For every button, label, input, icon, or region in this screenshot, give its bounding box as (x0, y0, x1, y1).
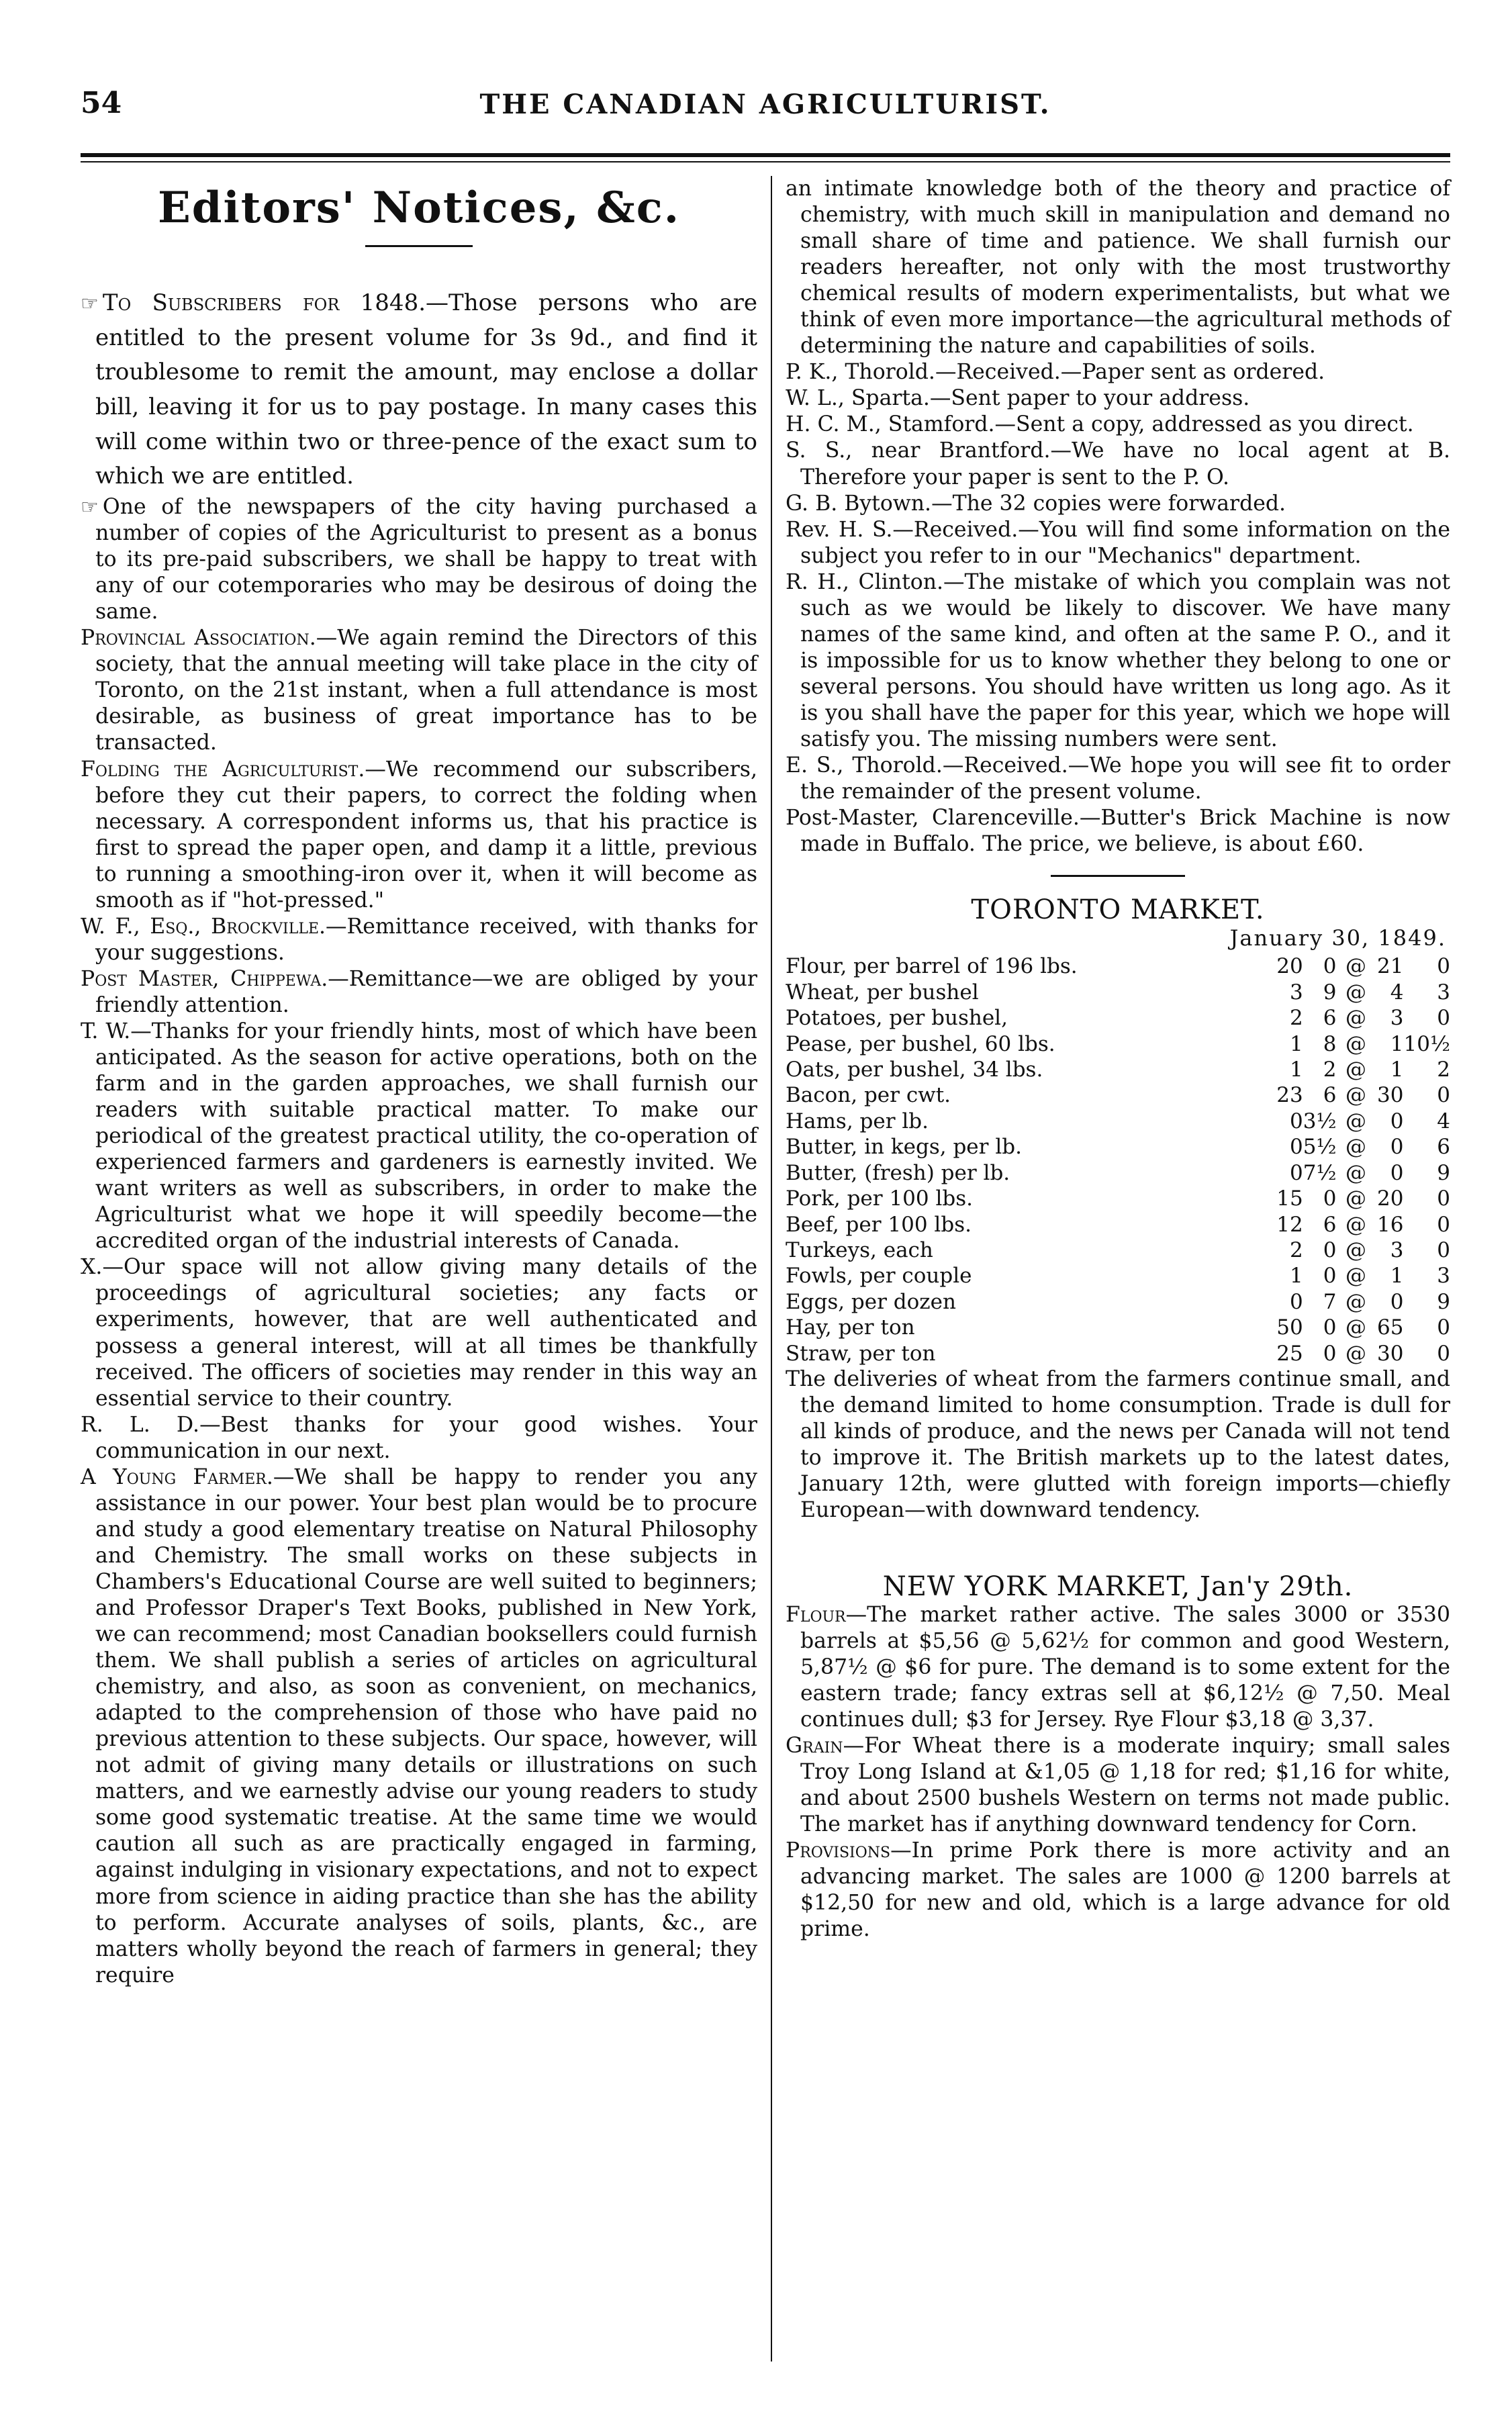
market-item: Pease, per bushel, 60 lbs. (786, 1031, 1055, 1056)
price-low-shillings: 0 (1289, 1289, 1303, 1314)
price-high-shillings: 16 (1377, 1212, 1404, 1237)
price-low-pence: 9 (1323, 980, 1337, 1004)
correspondent-notice (786, 385, 1450, 412)
header-rule-thin (81, 161, 1450, 162)
market-item: Hams, per lb. (786, 1109, 929, 1133)
price-separator: @ (1345, 1315, 1366, 1340)
price-low-shillings: 15 (1276, 1186, 1303, 1211)
new-york-market-body (786, 1602, 1450, 1943)
notice-heading: W. L., Sparta. (786, 386, 930, 411)
editor-notice (81, 625, 757, 756)
pointing-hand-icon: ☞ (81, 292, 99, 316)
market-item: Eggs, per dozen (786, 1289, 956, 1314)
notice-body: —Sent paper to your address. (929, 386, 1250, 411)
new-york-market-paragraph (786, 1838, 1450, 1943)
price-high-pence: 2 (1437, 1057, 1450, 1082)
left-notices (81, 286, 757, 1989)
notice-body: —Received.—You will find some information on the subject you refer to in our "Mechanics" department. (800, 517, 1450, 568)
left-column (81, 176, 757, 1989)
market-row (786, 1134, 1450, 1160)
price-separator: @ (1345, 1057, 1366, 1082)
notice-heading: Post-Master, Clarenceville. (786, 806, 1080, 831)
market-row (786, 1082, 1450, 1108)
notice-body: —Remittance received, with thanks for your suggestions. (95, 914, 758, 965)
price-low-shillings: 1 (1289, 1057, 1303, 1082)
notice-body: —The mistake of which you complain was not such as we would be likely to discover. We have many names of the same kind, and often at the same P. O., and it is impossible for us to know whether they belong to one or several persons. You should have written us long ago. As it is you shall have the paper for this year, which we hope will satisfy you. The missing numbers were sent. (800, 569, 1450, 751)
notice-body: —Received.—We hope you will see fit to order the remainder of the present volume. (800, 753, 1450, 804)
page-header (81, 86, 1450, 140)
notice-heading: Post Master, Chippewa. (81, 966, 328, 991)
notice-body: —Our space will not allow giving many details of the proceedings of agricultural societies; any facts or experiments, however, that are well authenticated and possess a general interest, will at all times be thankfully received. The officers of societies may render in this way an essential service to their country. (95, 1255, 757, 1411)
price-high-pence: 0 (1437, 1315, 1450, 1340)
editor-notice (81, 494, 757, 625)
market-row (786, 953, 1450, 979)
correspondent-notice (786, 359, 1450, 385)
price-high-shillings: 30 (1377, 1341, 1404, 1366)
price-high-shillings: 1 (1390, 1031, 1404, 1056)
price-high-pence: 4 (1437, 1109, 1450, 1133)
price-high-pence: 0 (1437, 1006, 1450, 1031)
notice-heading: W. F., Esq., Brockville. (81, 914, 326, 939)
market-row (786, 1212, 1450, 1237)
notice-heading: T. W. (81, 1019, 131, 1043)
editor-notice (81, 966, 757, 1019)
notice-body: —Those persons who are entitled to the present volume for 3s 9d., and find it troublesome to remit the amount, may enclose a dollar bill, leaving it for us to pay postage. In many cases this will come within two or three-pence of the exact sum to which we are entitled. (95, 289, 757, 490)
market-heading: Provisions (786, 1838, 891, 1863)
editors-notices-title: Editors' Notices, &c. (157, 183, 681, 233)
market-row (786, 1289, 1450, 1315)
market-body: —In prime Pork there is more activity and an advancing market. The sales are 1000 @ 1200 barrels at $12,50 for new and old, which is a large advance for old prime. (800, 1838, 1450, 1942)
notice-body: —The 32 copies were forwarded. (931, 491, 1286, 516)
price-high-shillings: 20 (1377, 1186, 1404, 1211)
price-separator: @ (1345, 1109, 1366, 1133)
market-item: Beef, per 100 lbs. (786, 1212, 972, 1237)
editor-notice (81, 1019, 757, 1254)
price-high-shillings: 0 (1390, 1109, 1404, 1133)
market-item: Turkeys, each (786, 1238, 933, 1263)
price-low-pence: 0 (1323, 1264, 1337, 1289)
running-head: THE CANADIAN AGRICULTURIST. (479, 89, 1051, 120)
market-row (786, 1263, 1450, 1289)
price-high-shillings: 1 (1390, 1264, 1404, 1289)
notice-heading: H. C. M., Stamford. (786, 412, 995, 437)
notice-body: —We shall be happy to render you any assistance in our power. Your best plan would be to procure and study a good elementary treatise on Natural Philosophy and Chemistry. The small works on these subjects in Chambers's Educational Course are well suited to beginners; and Professor Draper's Text Books, published in New York, we can recommend; most Canadian booksellers could furnish them. We shall publish a series of articles on agricultural chemistry, and also, as soon as convenient, on mechanics, adapted to the comprehension of those who have paid no previous attention to these subjects. Our space, however, will not admit of giving many details or illustrations on such matters, and we earnestly advise our young readers to study some good systematic treatise. At the same time we would caution all such as are practically engaged in farming, against indulging in visionary expectations, and not to expect more from science in aiding practice than she has the ability to perform. Accurate analyses of soils, plants, &c., are matters wholly beyond the reach of farmers in general; they require (95, 1464, 757, 1988)
price-high-pence: 6 (1437, 1135, 1450, 1160)
right-column (786, 176, 1450, 1943)
price-separator: @ (1345, 1186, 1366, 1211)
price-high-pence: 9 (1437, 1160, 1450, 1185)
price-low-pence: 6 (1323, 1212, 1337, 1237)
market-body: —The market rather active. The sales 3000 or 3530 barrels at $5,56 @ 5,62½ for common and good Western, 5,87½ @ $6 for pure. The demand is to some extent for the eastern trade; fancy extras sell at $6,12½ @ 7,50. Meal continues dull; $3 for Jersey. Rye Flour $3,18 @ 3,37. (800, 1602, 1450, 1732)
price-high-pence: 0 (1437, 1186, 1450, 1211)
price-low-shillings: 0 (1289, 1109, 1303, 1133)
market-row (786, 1109, 1450, 1134)
notice-heading: Folding the Agriculturist. (81, 757, 365, 782)
price-high-pence: 0 (1437, 954, 1450, 979)
notice-heading: P. K., Thorold. (786, 360, 935, 385)
notice-heading: S. S., near Brantford. (786, 438, 1051, 463)
toronto-market-title: TORONTO MARKET. (971, 894, 1265, 926)
notice-body: —Butter's Brick Machine is now made in Buffalo. The price, we believe, is about £60. (800, 806, 1451, 857)
market-item: Oats, per bushel, 34 lbs. (786, 1057, 1043, 1082)
price-high-shillings: 3 (1390, 1006, 1404, 1031)
market-row (786, 1160, 1450, 1186)
pointing-hand-icon: ☞ (81, 496, 99, 520)
market-heading: Flour (786, 1602, 846, 1627)
correspondent-notice (786, 569, 1450, 753)
continuation-text: an intimate knowledge both of the theory and practice of chemistry, with much skill in manipulation and demand no small share of time and patience. We shall furnish our readers hereafter, not only with the most trustworthy chemical results of modern experimentalists, but what we think of even more importance—the agricultural methods of determining the nature and capabilities of soils. (786, 177, 1450, 359)
price-high-pence: 9 (1437, 1289, 1450, 1314)
price-low-shillings: 12 (1276, 1212, 1303, 1237)
price-separator: @ (1345, 980, 1366, 1004)
market-body: —For Wheat there is a moderate inquiry; small sales Troy Long Island at &1,05 @ 1,18 for red; $1,16 for white, and about 2500 bushels Western on terms not made public. The market has if anything downward tendency for Corn. (800, 1733, 1450, 1836)
market-row (786, 1315, 1450, 1340)
market-item: Flour, per barrel of 196 lbs. (786, 954, 1078, 979)
price-low-pence: 7½ (1303, 1160, 1337, 1185)
price-low-shillings: 20 (1276, 954, 1303, 979)
price-high-pence: 0 (1437, 1238, 1450, 1263)
market-row (786, 1031, 1450, 1057)
market-heading: Grain (786, 1733, 843, 1758)
market-row (786, 1186, 1450, 1211)
price-separator: @ (1345, 954, 1366, 979)
correspondent-notice (786, 753, 1450, 805)
price-low-pence: 0 (1323, 1341, 1337, 1366)
notice-heading: G. B. Bytown. (786, 491, 932, 516)
header-rule-thick (81, 153, 1450, 157)
price-low-pence: 0 (1323, 954, 1337, 979)
market-row (786, 1057, 1450, 1082)
price-low-pence: 0 (1323, 1238, 1337, 1263)
page-number: 54 (81, 86, 122, 120)
market-row (786, 1237, 1450, 1263)
price-separator: @ (1345, 1135, 1366, 1160)
price-high-shillings: 21 (1377, 954, 1404, 979)
correspondent-notice (786, 438, 1450, 490)
price-low-pence: 6 (1323, 1083, 1337, 1108)
notice-heading: R. H., Clinton. (786, 569, 944, 594)
notice-heading: X. (81, 1255, 103, 1280)
price-low-pence: 0 (1323, 1315, 1337, 1340)
price-high-shillings: 65 (1377, 1315, 1404, 1340)
toronto-market-date: January 30, 1849. (1229, 925, 1446, 951)
notice-heading: To Subscribers for 1848. (102, 289, 426, 316)
new-york-market-title: NEW YORK MARKET, Jan'y 29th. (882, 1571, 1354, 1602)
toronto-market-commentary: The deliveries of wheat from the farmers continue small, and the demand limited to home consumption. Trade is dull for all kinds of produce, and the news per Canada will not tend to improve it. The British markets up to the latest dates, January 12th, were glutted with foreign imports—chiefly European—with downward tendency. (786, 1367, 1450, 1523)
price-high-shillings: 1 (1390, 1057, 1404, 1082)
notice-body: —Best thanks for your good wishes. Your communication in our next. (95, 1412, 757, 1463)
toronto-market-table (786, 953, 1450, 1366)
notice-body: —Received.—Paper sent as ordered. (935, 360, 1325, 385)
price-high-shillings: 0 (1390, 1160, 1404, 1185)
price-low-pence: 2 (1323, 1057, 1337, 1082)
title-rule (365, 245, 473, 247)
new-york-market-paragraph (786, 1733, 1450, 1838)
editor-notice (81, 1412, 757, 1464)
notice-body: —We again remind the Directors of this society, that the annual meeting will take place in the city of Toronto, on the 21st instant, when a full attendance is most desirable, as business of great importance has to be transacted. (95, 626, 758, 755)
correspondent-notice (786, 491, 1450, 517)
column-divider (771, 176, 772, 2362)
notice-heading: A Young Farmer. (81, 1464, 273, 1489)
price-high-pence: 10½ (1403, 1031, 1450, 1056)
correspondent-notice (786, 805, 1450, 857)
price-separator: @ (1345, 1160, 1366, 1185)
price-low-shillings: 0 (1289, 1135, 1303, 1160)
new-york-market-paragraph (786, 1602, 1450, 1733)
correspondent-notice (786, 517, 1450, 569)
price-high-pence: 3 (1437, 980, 1450, 1004)
price-high-shillings: 0 (1390, 1135, 1404, 1160)
price-low-shillings: 3 (1289, 980, 1303, 1004)
price-low-shillings: 23 (1276, 1083, 1303, 1108)
price-low-shillings: 2 (1289, 1006, 1303, 1031)
market-item: Wheat, per bushel (786, 980, 979, 1004)
price-separator: @ (1345, 1238, 1366, 1263)
price-low-shillings: 2 (1289, 1238, 1303, 1263)
price-separator: @ (1345, 1031, 1366, 1056)
price-low-pence: 7 (1323, 1289, 1337, 1314)
price-low-shillings: 50 (1276, 1315, 1303, 1340)
price-separator: @ (1345, 1341, 1366, 1366)
market-row (786, 980, 1450, 1005)
correspondent-notice (786, 412, 1450, 438)
price-low-pence: 8 (1323, 1031, 1337, 1056)
price-high-shillings: 0 (1390, 1289, 1404, 1314)
price-low-shillings: 1 (1289, 1264, 1303, 1289)
price-low-pence: 3½ (1303, 1109, 1337, 1133)
notice-heading: R. L. D. (81, 1412, 200, 1437)
editor-notice (81, 757, 757, 914)
market-item: Butter, (fresh) per lb. (786, 1160, 1010, 1185)
price-high-pence: 0 (1437, 1341, 1450, 1366)
editor-notice (81, 286, 757, 494)
editor-notice (81, 914, 757, 966)
price-high-pence: 3 (1437, 1264, 1450, 1289)
price-separator: @ (1345, 1289, 1366, 1314)
market-item: Hay, per ton (786, 1315, 915, 1340)
market-item: Fowls, per couple (786, 1264, 972, 1289)
price-high-pence: 0 (1437, 1083, 1450, 1108)
editor-notice (81, 1254, 757, 1411)
price-high-pence: 0 (1437, 1212, 1450, 1237)
price-separator: @ (1345, 1006, 1366, 1031)
price-low-shillings: 0 (1289, 1160, 1303, 1185)
market-item: Pork, per 100 lbs. (786, 1186, 973, 1211)
notice-heading: Rev. H. S. (786, 517, 893, 542)
notice-body: —We recommend our subscribers, before they cut their papers, to correct the folding when necessary. A correspondent informs us, that his practice is first to spread the paper open, and damp it a little, previous to running a smoothing-iron over it, when it will become as smooth as if "hot-pressed." (95, 757, 757, 913)
price-high-shillings: 4 (1390, 980, 1404, 1004)
price-high-shillings: 3 (1390, 1238, 1404, 1263)
price-separator: @ (1345, 1212, 1366, 1237)
notice-body: —Thanks for your friendly hints, most of which have been anticipated. As the season for active operations, both on the farm and in the garden approaches, we shall furnish our readers with suitable practical matter. To make our periodical of the greatest practical utility, the co-operation of experienced farmers and gardeners is earnestly invited. We want writers as well as subscribers, in order to make the Agriculturist what we hope it will speedily become—the accredited organ of the industrial interests of Canada. (95, 1019, 757, 1254)
notice-body: One of the newspapers of the city having purchased a number of copies of the Agriculturist to present as a bonus to its pre-paid subscribers, we shall be happy to treat with any of our cotemporaries who may be desirous of doing the same. (95, 495, 757, 624)
section-rule (1051, 875, 1185, 877)
price-high-shillings: 30 (1377, 1083, 1404, 1108)
notice-heading: Provincial Association. (81, 626, 316, 651)
notice-body: —Sent a copy, addressed as you direct. (994, 412, 1414, 437)
market-row (786, 1005, 1450, 1031)
editor-notice (81, 1464, 757, 1989)
price-low-shillings: 25 (1276, 1341, 1303, 1366)
market-row (786, 1341, 1450, 1366)
market-item: Bacon, per cwt. (786, 1083, 951, 1108)
price-separator: @ (1345, 1083, 1366, 1108)
right-notices (786, 359, 1450, 857)
notice-body: —Remittance—we are obliged by your friendly attention. (95, 966, 757, 1017)
market-item: Potatoes, per bushel, (786, 1006, 1008, 1031)
market-item: Butter, in kegs, per lb. (786, 1135, 1022, 1160)
notice-heading: E. S., Thorold. (786, 753, 943, 778)
price-low-pence: 6 (1323, 1006, 1337, 1031)
price-low-pence: 5½ (1303, 1135, 1337, 1160)
notice-body: —We have no local agent at B. Therefore your paper is sent to the P. O. (800, 438, 1450, 489)
price-low-pence: 0 (1323, 1186, 1337, 1211)
price-low-shillings: 1 (1289, 1031, 1303, 1056)
market-item: Straw, per ton (786, 1341, 936, 1366)
price-separator: @ (1345, 1264, 1366, 1289)
